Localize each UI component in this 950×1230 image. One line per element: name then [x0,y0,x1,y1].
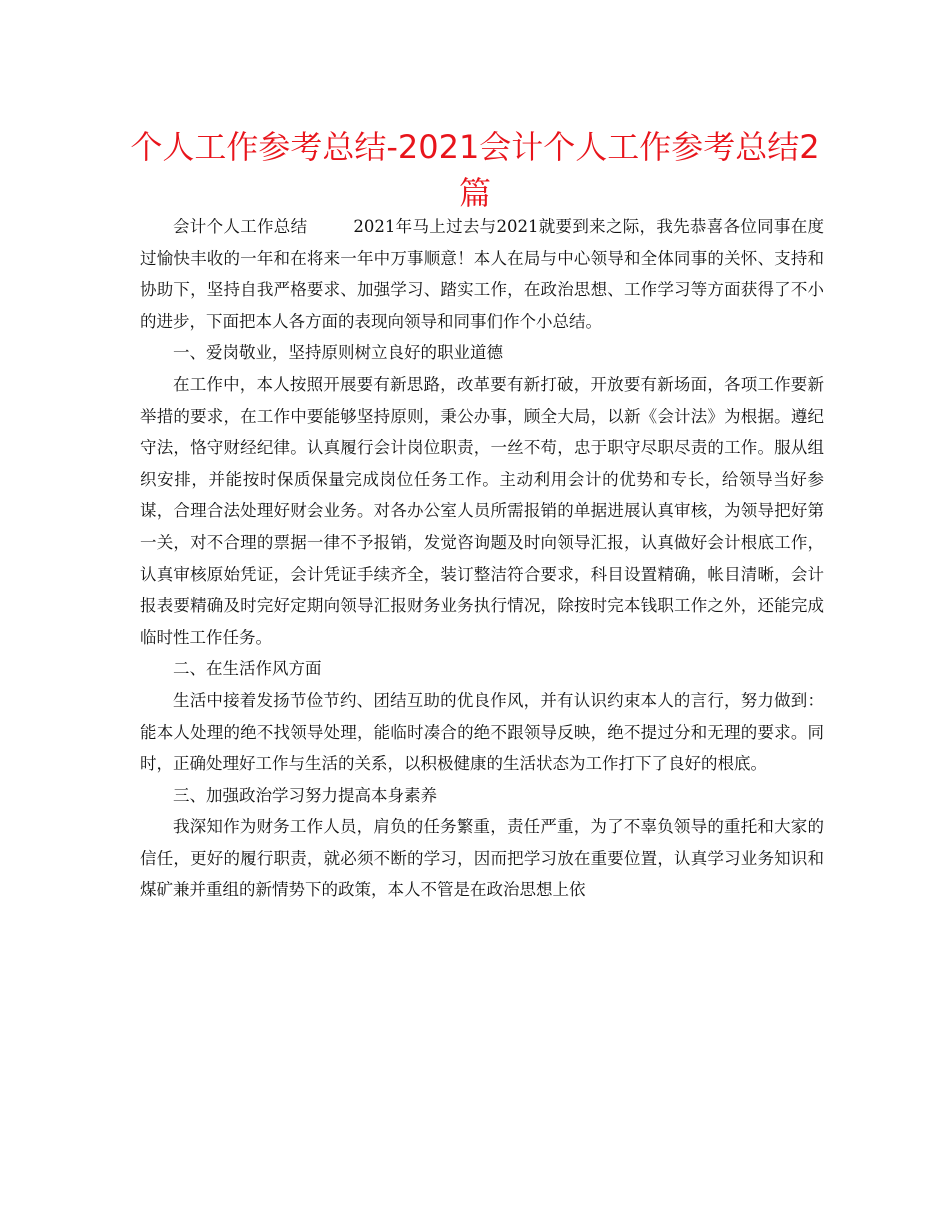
section-paragraph-3: 我深知作为财务工作人员，肩负的任务繁重，责任严重，为了不辜负领导的重托和大家的信任，更好的履行职责，就必须不断的学习，因而把学习放在重要位置，认真学习业务知识和煤矿兼并重组的新情势下的政策，本人不管是在政治思想上依 [140,817,824,900]
document-title: 个人工作参考总结-2021会计个人工作参考总结2篇 [130,128,820,212]
section-paragraph-2: 生活中接着发扬节俭节约、团结互助的优良作风，并有认识约束本人的言行，努力做到：能本人处理的绝不找领导处理，能临时凑合的绝不跟领导反映，绝不提过分和无理的要求。同时，正确处理好工作与生活的关系，以积极健康的生活状态为工作打下了良好的根底。 [140,690,824,774]
section-heading-2: 二、在生活作风方面 [173,659,322,679]
intro-text: 2021年马上过去与2021就要到来之际，我先恭喜各位同事在度过愉快丰收的一年和在将来一年中万事顺意！本人在局与中心领导和全体同事的关怀、支持和协助下，坚持自我严格要求、加强学习、踏实工作，在政治思想、工作学习等方面获得了不小的进步，下面把本人各方面的表现向领导和同事们作个小总结。 [140,217,825,331]
intro-label: 会计个人工作总结 [173,217,308,236]
section-heading-3: 三、加强政治学习努力提高本身素养 [173,785,437,805]
document-body [140,211,824,906]
section-paragraph-1: 在工作中，本人按照开展要有新思路，改革要有新打破，开放要有新场面，各项工作要新举措的要求，在工作中要能够坚持原则，秉公办事，顾全大局，以新《会计法》为根据。遵纪守法，恪守财经纪律。认真履行会计岗位职责，一丝不苟，忠于职守尽职尽责的工作。服从组织安排，并能按时保质保量完成岗位任务工作。主动利用会计的优势和专长，给领导当好参谋，合理合法处理好财会业务。对各办公室人员所需报销的单据进展认真审核，为领导把好第一关，对不合理的票据一律不予报销，发觉咨询题及时向领导汇报，认真做好会计根底工作，认真审核原始凭证，会计凭证手续齐全，装订整洁符合要求，科目设置精确，帐目清晰，会计报表要精确及时完好定期向领导汇报财务业务执行情况，除按时完本钱职工作之外，还能完成临时性工作任务。 [140,374,824,647]
section-heading-1: 一、爱岗敬业，坚持原则树立良好的职业道德 [173,343,503,363]
intro-paragraph [140,211,824,337]
